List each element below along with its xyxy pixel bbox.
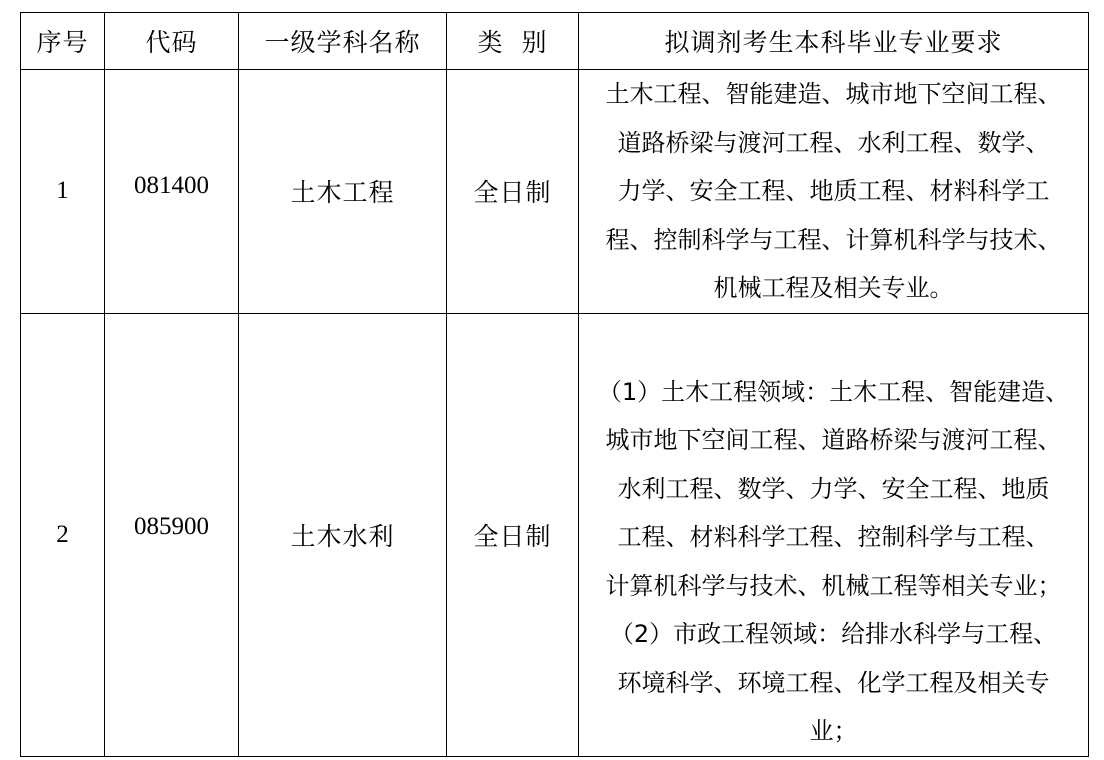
requirement-line: 业；: [809, 717, 858, 745]
row-code: 081400: [105, 70, 239, 314]
requirement-line: 程、控制科学与工程、计算机科学与技术、: [605, 225, 1062, 254]
requirement-line: 工程、材料科学工程、控制科学与工程、: [617, 523, 1050, 551]
requirement-line: 机械工程及相关专业。: [713, 274, 954, 302]
row-seq: 1: [21, 70, 105, 314]
row-category: 全日制: [447, 313, 579, 756]
header-requirement: 拟调剂考生本科毕业专业要求: [579, 13, 1089, 70]
requirement-line: 水利工程、数学、力学、安全工程、地质: [617, 474, 1050, 503]
requirement-line: 计算机科学与技术、机械工程等相关专业；: [605, 571, 1062, 600]
header-seq: 序号: [21, 13, 105, 70]
requirement-line: 土木工程、智能建造、城市地下空间工程、: [605, 80, 1062, 108]
requirement-line: 道路桥梁与渡河工程、水利工程、数学、: [617, 128, 1050, 157]
requirement-line: （1）土木工程领域：土木工程、智能建造、: [597, 377, 1070, 406]
table-row: [21, 313, 1089, 756]
header-category: 类 别: [447, 13, 579, 70]
header-code: 代码: [105, 13, 239, 70]
row-requirement: [579, 313, 1089, 756]
table-header-row: [21, 13, 1089, 70]
requirement-line: 环境科学、环境工程、化学工程及相关专: [617, 668, 1050, 697]
requirement-line: （2）市政工程领域：给排水科学与工程、: [609, 620, 1058, 648]
header-discipline: 一级学科名称: [239, 13, 447, 70]
row-category: 全日制: [447, 70, 579, 314]
row-code: 085900: [105, 313, 239, 756]
requirement-line: 力学、安全工程、地质工程、材料科学工: [617, 177, 1050, 205]
table-row: [21, 70, 1089, 314]
discipline-requirements-table: [20, 12, 1089, 757]
row-requirement: [579, 70, 1089, 314]
requirement-line: 城市地下空间工程、道路桥梁与渡河工程、: [605, 426, 1062, 454]
row-discipline: 土木水利: [239, 313, 447, 756]
row-seq: 2: [21, 313, 105, 756]
row-discipline: 土木工程: [239, 70, 447, 314]
